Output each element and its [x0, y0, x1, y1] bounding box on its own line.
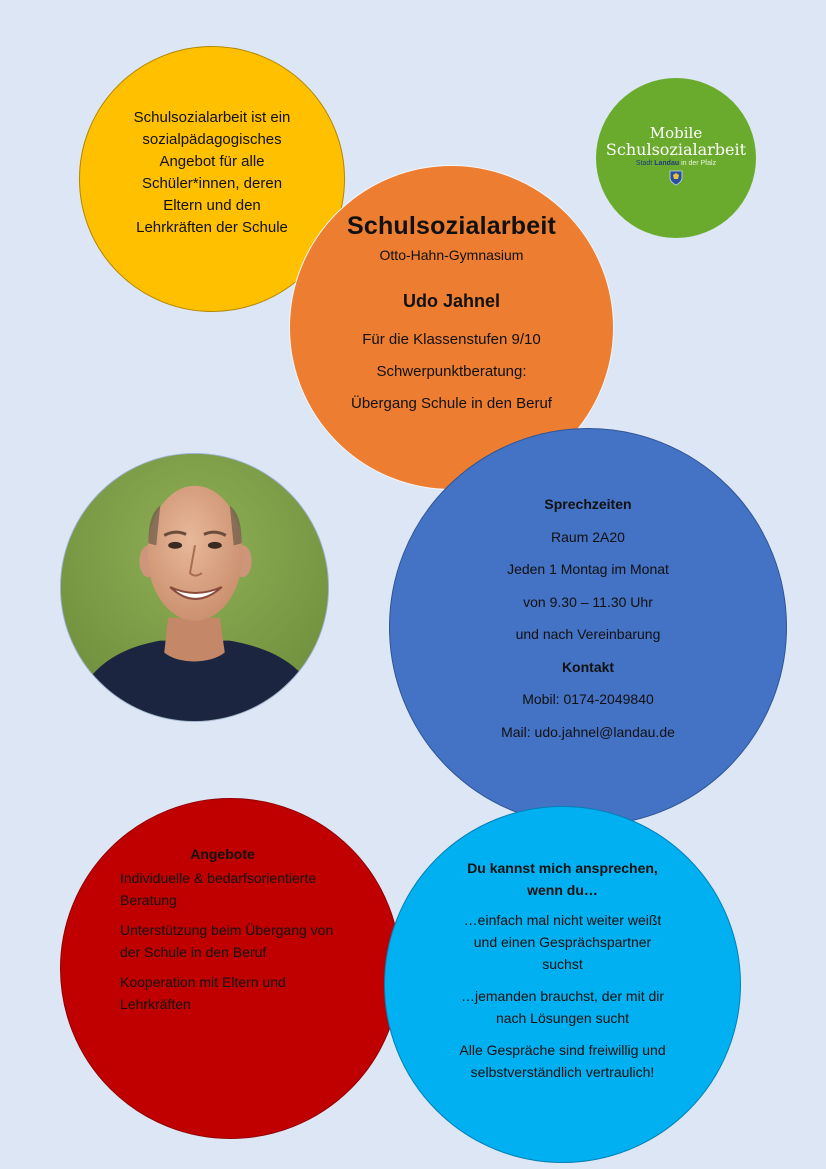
- intro-line: sozialpädagogisches: [142, 131, 282, 148]
- offer-item: Unterstützung beim Übergang von der Schule in den Beruf: [120, 922, 334, 960]
- email-address: Mail: udo.jahnel@landau.de: [501, 723, 675, 740]
- approach-line: nach Lösungen sucht: [495, 1010, 630, 1026]
- offer-item: Kooperation mit Eltern und Lehrkräften: [120, 974, 286, 1012]
- intro-line: Lehrkräften der Schule: [136, 219, 288, 236]
- room-text: Raum 2A20: [551, 528, 625, 545]
- approach-line: und einen Gesprächspartner: [473, 934, 652, 950]
- intro-line: Angebot für alle: [159, 153, 265, 170]
- offer-item: Individuelle & bedarfsorientierte Beratung: [120, 870, 317, 908]
- logo-city-prefix: Stadt: [635, 159, 653, 167]
- logo-city: [636, 159, 716, 168]
- offers-circle: [60, 798, 401, 1139]
- mobile-number: Mobil: 0174-2049840: [522, 691, 654, 707]
- page-title: Schulsozialarbeit: [346, 212, 556, 240]
- focus-label: Schwerpunktberatung:: [376, 363, 527, 380]
- logo-city-suffix: in der Pfalz: [681, 159, 717, 167]
- approach-line: …einfach mal nicht weiter weißt: [463, 912, 662, 928]
- approach-line: Alle Gespräche sind freiwillig und: [459, 1042, 666, 1058]
- logo-circle: [596, 78, 756, 238]
- approach-heading-line: wenn du…: [527, 882, 598, 898]
- focus-value: Übergang Schule in den Beruf: [351, 395, 552, 412]
- appointment-text: und nach Vereinbarung: [515, 626, 661, 642]
- approach-line: suchst: [542, 956, 583, 972]
- approach-paragraph-3: [459, 1039, 665, 1083]
- office-hours-heading: Sprechzeiten: [544, 496, 632, 512]
- approach-paragraph-2: [461, 985, 664, 1029]
- logo-line-schulsozialarbeit: Schulsozialarbeit: [605, 139, 747, 159]
- intro-line: Schüler*innen, deren: [141, 175, 283, 192]
- approach-line: …jemanden brauchst, der mit dir: [460, 988, 665, 1004]
- approach-heading-line: Du kannst mich ansprechen,: [467, 860, 658, 876]
- logo-city-name: Landau: [654, 159, 680, 167]
- schedule-text: Jeden 1 Montag im Monat: [507, 561, 669, 577]
- portrait-photo: [60, 453, 329, 722]
- approach-circle: [384, 806, 741, 1163]
- school-name: Otto-Hahn-Gymnasium: [379, 247, 524, 263]
- portrait-illustration: [60, 454, 329, 721]
- approach-heading: [467, 857, 658, 901]
- approach-paragraph-1: [464, 909, 662, 975]
- city-crest-icon: [669, 170, 683, 186]
- offers-heading: Angebote: [190, 846, 255, 862]
- intro-line: Eltern und den: [163, 197, 261, 214]
- intro-line: Schulsozialarbeit ist ein: [133, 109, 291, 126]
- logo-line-mobile: Mobile: [649, 123, 703, 142]
- time-text: von 9.30 – 11.30 Uhr: [523, 593, 653, 610]
- grades-text: Für die Klassenstufen 9/10: [362, 331, 541, 348]
- person-name: Udo Jahnel: [402, 291, 500, 311]
- approach-line: selbstverständlich vertraulich!: [470, 1064, 655, 1080]
- contact-circle: [389, 428, 787, 826]
- contact-heading: Kontakt: [561, 658, 615, 675]
